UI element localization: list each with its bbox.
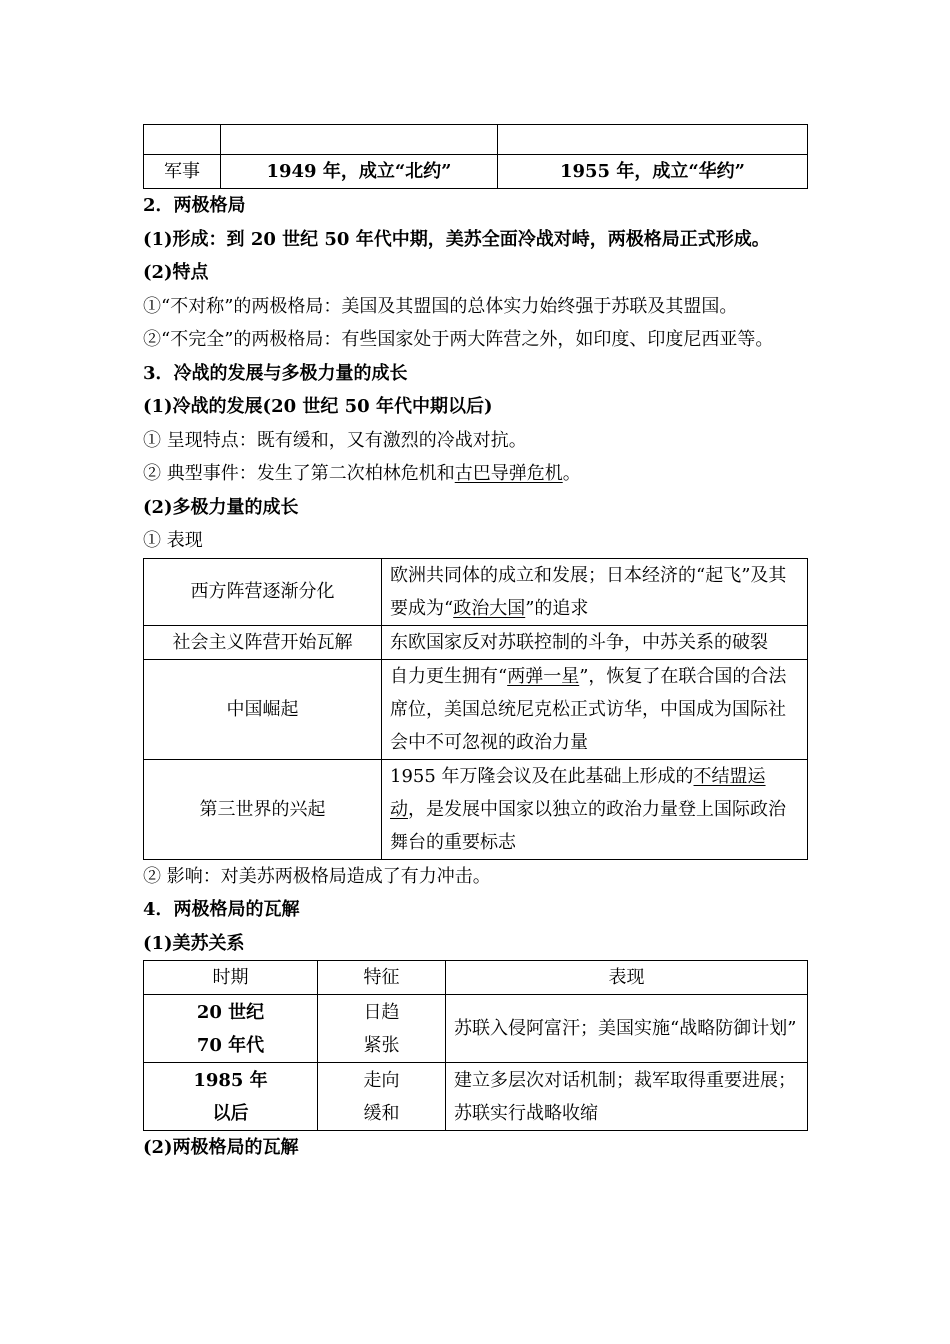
table-cell-right [382,558,808,625]
table-cell-right [382,759,808,859]
development-point-1: ① 呈现特点：既有缓和，又有激烈的冷战对抗。 [143,429,527,451]
impact-text: ② 影响：对美苏两极格局造成了有力冲击。 [143,865,491,887]
formation-text: (1)形成：到 20 世纪 50 年代中期，美苏全面冷战对峙，两极格局正式形成。 [143,228,770,250]
us-soviet-table [143,960,808,1131]
table-cell-left: 中国崛起 [144,659,382,759]
underlined-term: 古巴导弹危机 [454,463,563,484]
collapse-heading: (2)两极格局的瓦解 [143,1137,299,1158]
features-heading: (2)特点 [143,262,209,283]
table-cell-warsaw-pact: 1955 年，成立“华约” [498,155,808,189]
military-table [143,124,808,189]
table-cell-nato: 1949 年，成立“北约” [221,155,498,189]
text-line: 日趋 [363,1001,400,1023]
text-line: 20 世纪 [196,1001,265,1023]
table-cell-left: 社会主义阵营开始瓦解 [144,625,382,659]
table-row [144,155,808,189]
multipolar-table [143,558,808,860]
text-fragment: ”的追求 [525,597,589,619]
text-line: 紧张 [363,1034,400,1056]
text-fragment: 自力更生拥有“ [390,665,508,687]
section-3-heading: 3．冷战的发展与多极力量的成长 [143,362,408,384]
text-line: 70 年代 [196,1034,265,1056]
column-header-performance: 表现 [446,961,808,995]
performance-heading: ① 表现 [143,530,203,551]
section-2-heading: 2．两极格局 [143,195,246,216]
table-cell-period [144,1063,318,1131]
table-row [144,625,808,659]
section-4-heading: 4．两极格局的瓦解 [143,899,300,920]
table-row [144,1063,808,1131]
table-row [144,659,808,759]
table-cell-feature [318,995,446,1063]
feature-2-text: ②“不完全”的两极格局：有些国家处于两大阵营之外，如印度、印度尼西亚等。 [143,329,774,350]
document-page [143,124,807,1165]
table-cell-right [382,625,808,659]
text-line: 以后 [212,1102,249,1124]
table-cell [498,125,808,155]
multipolar-growth-heading: (2)多极力量的成长 [143,496,299,518]
underlined-term: 政治大国 [453,597,526,619]
text-line: 走向 [363,1069,400,1091]
table-cell-left: 第三世界的兴起 [144,759,382,859]
column-header-period: 时期 [144,961,318,995]
text-fragment: ，是发展中国家以独立的政治力量登上国际政治舞台的重要标志 [390,798,786,853]
table-cell-performance: 建立多层次对话机制；裁军取得重要进展；苏联实行战略收缩 [446,1063,808,1131]
text-line: 缓和 [363,1102,400,1124]
table-row [144,125,808,155]
table-cell-performance: 苏联入侵阿富汗；美国实施“战略防御计划” [446,995,808,1063]
underlined-term: 两弹一星 [507,665,580,687]
table-cell-period [144,995,318,1063]
cold-war-development-heading: (1)冷战的发展(20 世纪 50 年代中期以后) [143,396,493,417]
text-fragment: 东欧国家反对苏联控制的斗争，中苏关系的破裂 [390,631,768,653]
table-row [144,558,808,625]
table-cell-military-label: 军事 [144,155,221,189]
table-cell-left: 西方阵营逐渐分化 [144,558,382,625]
table-cell-right [382,659,808,759]
table-cell [221,125,498,155]
text-fragment: ”，恢复了在联合国的合法席位，美国总统尼克松正式访华，中国成为国际社会中不可忽视的政治力量 [390,665,787,753]
underlined-term: 不结盟运动 [390,765,766,820]
table-row [144,759,808,859]
feature-1-text: ①“不对称”的两极格局：美国及其盟国的总体实力始终强于苏联及其盟国。 [143,295,738,317]
text-fragment: 。 [562,463,581,484]
text-fragment: 欧洲共同体的成立和发展；日本经济的“起飞”及其要成为“ [390,564,787,619]
text-line: 1985 年 [193,1069,268,1091]
text-fragment: 1955 年万隆会议及在此基础上形成的 [390,765,694,787]
table-cell [144,125,221,155]
development-point-2 [143,457,807,491]
text-fragment: ② 典型事件：发生了第二次柏林危机和 [143,463,455,484]
us-soviet-relations-heading: (1)美苏关系 [143,932,245,954]
table-row [144,995,808,1063]
table-cell-feature [318,1063,446,1131]
table-header-row [144,961,808,995]
column-header-feature: 特征 [318,961,446,995]
